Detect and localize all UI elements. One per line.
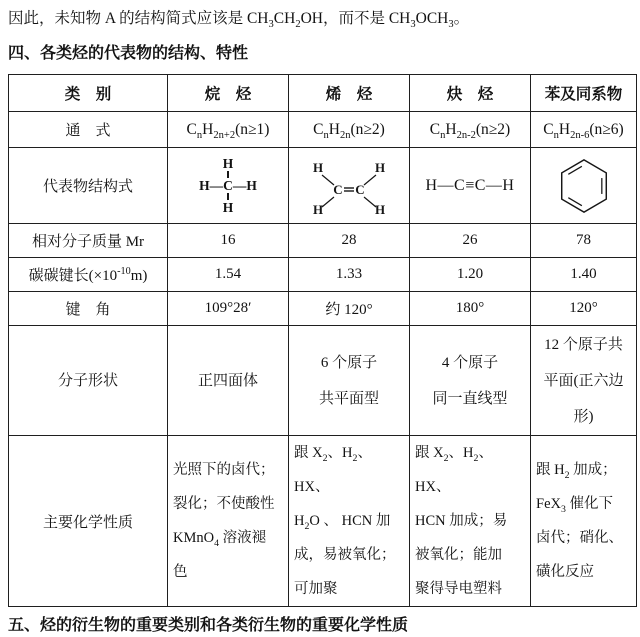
section4-heading: 四、各类烃的代表物的结构、特性 [8, 45, 249, 62]
cell-shape-alkyne: 4 个原子 同一直线型 [410, 326, 531, 436]
row-label-bond-angle: 键 角 [9, 292, 168, 326]
cell-formula-alkyne: $C_nH_{2n-2}(n\ge 2)$ [410, 112, 531, 148]
general-formula-row [9, 112, 637, 148]
bond-line [227, 193, 228, 200]
cell-angle-alkyne: 180° [410, 292, 531, 326]
row-label-general-formula: 通 式 [9, 112, 168, 148]
cell-angle-alkene: 约 120° [289, 292, 410, 326]
methane-middle: H—C—H [199, 178, 257, 193]
cell-mr-arene: 78 [531, 224, 637, 258]
cell-structure-ethylene [289, 148, 410, 224]
cell-structure-acetylene: H—C≡C—H [410, 148, 531, 224]
cell-shape-alkene: 6 个原子 共平面型 [289, 326, 410, 436]
row-label-structure: 代表物结构式 [9, 148, 168, 224]
cell-props-alkane: 光照下的卤代； 裂化；不使酸性 KMnO$_4$ 溶液褪 色 [168, 436, 289, 607]
cell-mr-alkyne: 26 [410, 224, 531, 258]
table-header-row [9, 75, 637, 112]
cell-angle-arene: 120° [531, 292, 637, 326]
intro-paragraph: 因此，未知物 A 的结构简式应该是 $CH_3CH_2OH$，而不是 $CH_3OCH_3$。 [8, 10, 470, 31]
col-header-alkyne: 炔 烃 [410, 75, 531, 112]
cell-structure-benzene [531, 148, 637, 224]
cell-formula-alkene: $C_nH_{2n}(n\ge 2)$ [289, 112, 410, 148]
cell-shape-alkane: 正四面体 [168, 326, 289, 436]
cell-formula-alkane: $C_nH_{2n+2}(n\ge 1)$ [168, 112, 289, 148]
svg-text:C: C [355, 181, 365, 197]
svg-text:H: H [312, 201, 324, 217]
row-label-bond-length: 碳碳键长$(\times 10^{-10}m)$ [9, 258, 168, 292]
bond-line [227, 171, 228, 178]
cell-length-alkene: 1.33 [289, 258, 410, 292]
svg-text:H: H [374, 201, 386, 217]
cell-length-arene: 1.40 [531, 258, 637, 292]
structural-formula-row [9, 148, 637, 224]
row-label-properties: 主要化学性质 [9, 436, 168, 607]
cell-formula-arene: $C_nH_{2n-6}(n\ge 6)$ [531, 112, 637, 148]
methane-bottom-h: H [222, 200, 234, 215]
col-header-alkene: 烯 烃 [289, 75, 410, 112]
cell-props-alkyne: 跟 $X_2$、$H_2$、HX、 HCN 加成；易 被氧化；能加 聚得导电塑料 [410, 436, 531, 607]
cell-structure-methane [168, 148, 289, 224]
cell-shape-arene: 12 个原子共 平面(正六边 形) [531, 326, 637, 436]
bond-angle-row [9, 292, 637, 326]
methane-structure-diagram [170, 157, 286, 214]
cell-angle-alkane: 109°28′ [168, 292, 289, 326]
cell-props-alkene: 跟 $X_2$、$H_2$、HX、 $H_2O$ 、 HCN 加 成，易被氧化； 可加聚 [289, 436, 410, 607]
svg-text:H: H [374, 159, 386, 175]
benzene-ring-diagram [553, 155, 615, 217]
hydrocarbon-comparison-table [8, 74, 637, 607]
chemical-properties-row [9, 436, 637, 607]
col-header-category: 类 别 [9, 75, 168, 112]
cell-length-alkane: 1.54 [168, 258, 289, 292]
row-label-mr: 相对分子质量 Mr [9, 224, 168, 258]
col-header-arene: 苯及同系物 [531, 75, 637, 112]
row-label-shape: 分子形状 [9, 326, 168, 436]
cell-mr-alkane: 16 [168, 224, 289, 258]
svg-text:H: H [312, 159, 324, 175]
bond-length-row [9, 258, 637, 292]
col-header-alkane: 烷 烃 [168, 75, 289, 112]
molecular-shape-row [9, 326, 637, 436]
methane-top-h: H [222, 156, 234, 171]
cell-length-alkyne: 1.20 [410, 258, 531, 292]
molecular-mass-row [9, 224, 637, 258]
ethylene-structure-diagram [297, 155, 401, 217]
section5-heading: 五、烃的衍生物的重要类别和各类衍生物的重要化学性质 [8, 617, 409, 634]
svg-text:C: C [333, 181, 343, 197]
cell-mr-alkene: 28 [289, 224, 410, 258]
cell-props-arene: 跟 $H_2$ 加成； FeX$_3$ 催化下 卤代；硝化、 磺化反应 [531, 436, 637, 607]
